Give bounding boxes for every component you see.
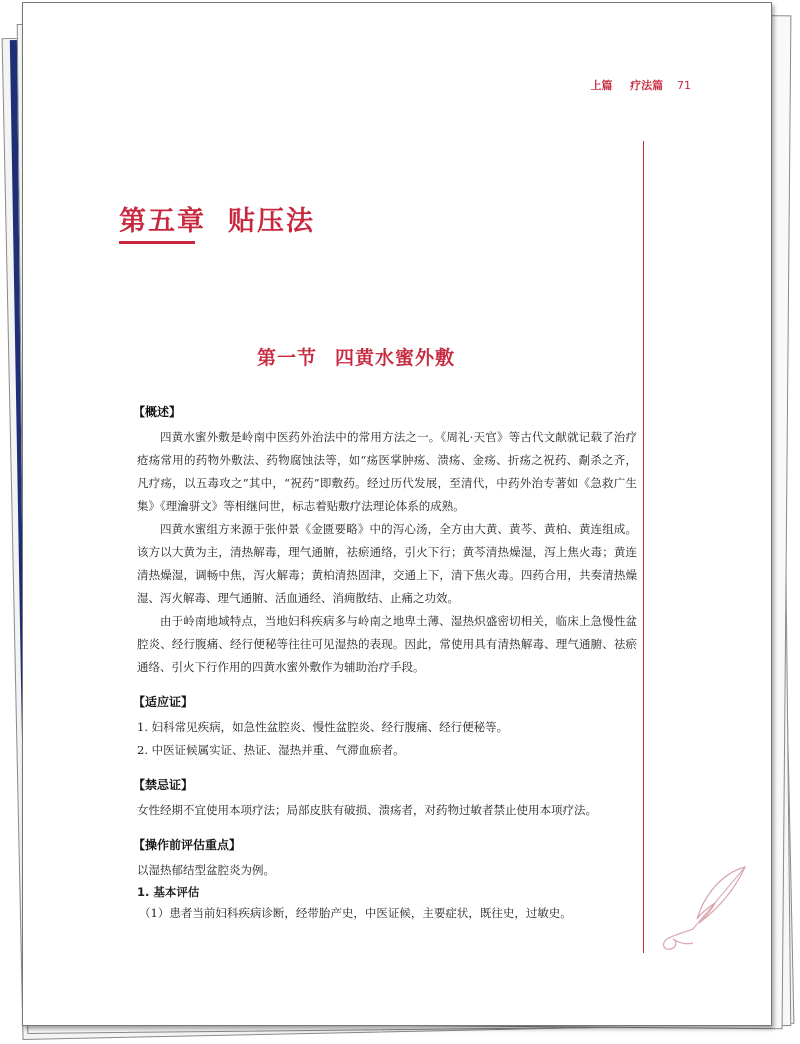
- assessment-heading: 【操作前评估重点】: [133, 838, 242, 852]
- overview-paragraph: 四黄水蜜组方来源于张仲景《金匮要略》中的泻心汤，全方由大黄、黄芩、黄柏、黄连组成。该方以大黄为主，清热解毒，理气通腑，祛瘀通络，引火下行；黄芩清热燥湿，泻上焦火毒；黄连清热燥湿，调畅中焦，泻火解毒；黄柏清热固津，交通上下，清下焦火毒。四药合用，共奏清热燥湿、泻火解毒、理气通腑、活血通经、消痈散结、止痛之功效。: [137, 522, 637, 605]
- assessment-intro: 以湿热郁结型盆腔炎为例。: [137, 863, 275, 877]
- section-title: [257, 343, 455, 370]
- document-page: [22, 2, 772, 1026]
- overview-paragraph: 四黄水蜜外敷是岭南中医药外治法中的常用方法之一。《周礼·天官》等古代文献就记载了治疗疮疡常用的药物外敷法、药物腐蚀法等，如“疡医掌肿疡、溃疡、金疡、折疡之祝药、劀杀之齐，凡疗疡，以五毒攻之”其中，“祝药”即敷药。经过历代发展，至清代，中药外治专著如《急救广生集》《理瀹骈文》等相继问世，标志着贴敷疗法理论体系的成熟。: [137, 430, 637, 513]
- chapter-name: 贴压法: [228, 206, 315, 237]
- chapter-number: 第五章: [119, 206, 206, 237]
- running-head: [590, 77, 691, 93]
- body-content: [133, 403, 637, 939]
- indication-item: 2. 中医证候属实证、热证、湿热并重、气滞血瘀者。: [137, 743, 405, 757]
- indications-heading: 【适应证】: [133, 695, 194, 709]
- margin-rule: [643, 141, 644, 953]
- contraindications-heading: 【禁忌证】: [133, 778, 194, 792]
- page-number: 71: [677, 79, 691, 92]
- section-name: 四黄水蜜外敷: [335, 347, 456, 369]
- assessment-subheading: 1. 基本评估: [137, 885, 200, 899]
- assessment-block: [133, 836, 637, 925]
- indications-block: [133, 693, 637, 762]
- overview-paragraph: 由于岭南地域特点，当地妇科疾病多与岭南之地卑土薄、湿热炽盛密切相关，临床上急慢性盆腔炎、经行腹痛、经行便秘等往往可见湿热的表现。因此，常使用具有清热解毒、理气通腑、祛瘀通络、引火下行作用的四黄水蜜外敷作为辅助治疗手段。: [137, 614, 637, 674]
- running-head-section: 疗法篇: [630, 79, 664, 92]
- running-head-part: 上篇: [590, 79, 613, 92]
- quill-pen-icon: [653, 863, 753, 963]
- chapter-underline: [119, 241, 195, 244]
- overview-block: [133, 403, 637, 679]
- contraindications-text: 女性经期不宜使用本项疗法；局部皮肤有破损、溃疡者，对药物过敏者禁止使用本项疗法。: [137, 803, 597, 817]
- contraindications-block: [133, 776, 637, 822]
- section-number: 第一节: [257, 347, 318, 369]
- assessment-item: （1）患者当前妇科疾病诊断，经带胎产史，中医证候，主要症状，既往史，过敏史。: [139, 906, 572, 920]
- indication-item: 1. 妇科常见疾病，如急性盆腔炎、慢性盆腔炎、经行腹痛、经行便秘等。: [137, 720, 509, 734]
- chapter-title: [119, 199, 315, 238]
- overview-heading: 【概述】: [133, 405, 182, 419]
